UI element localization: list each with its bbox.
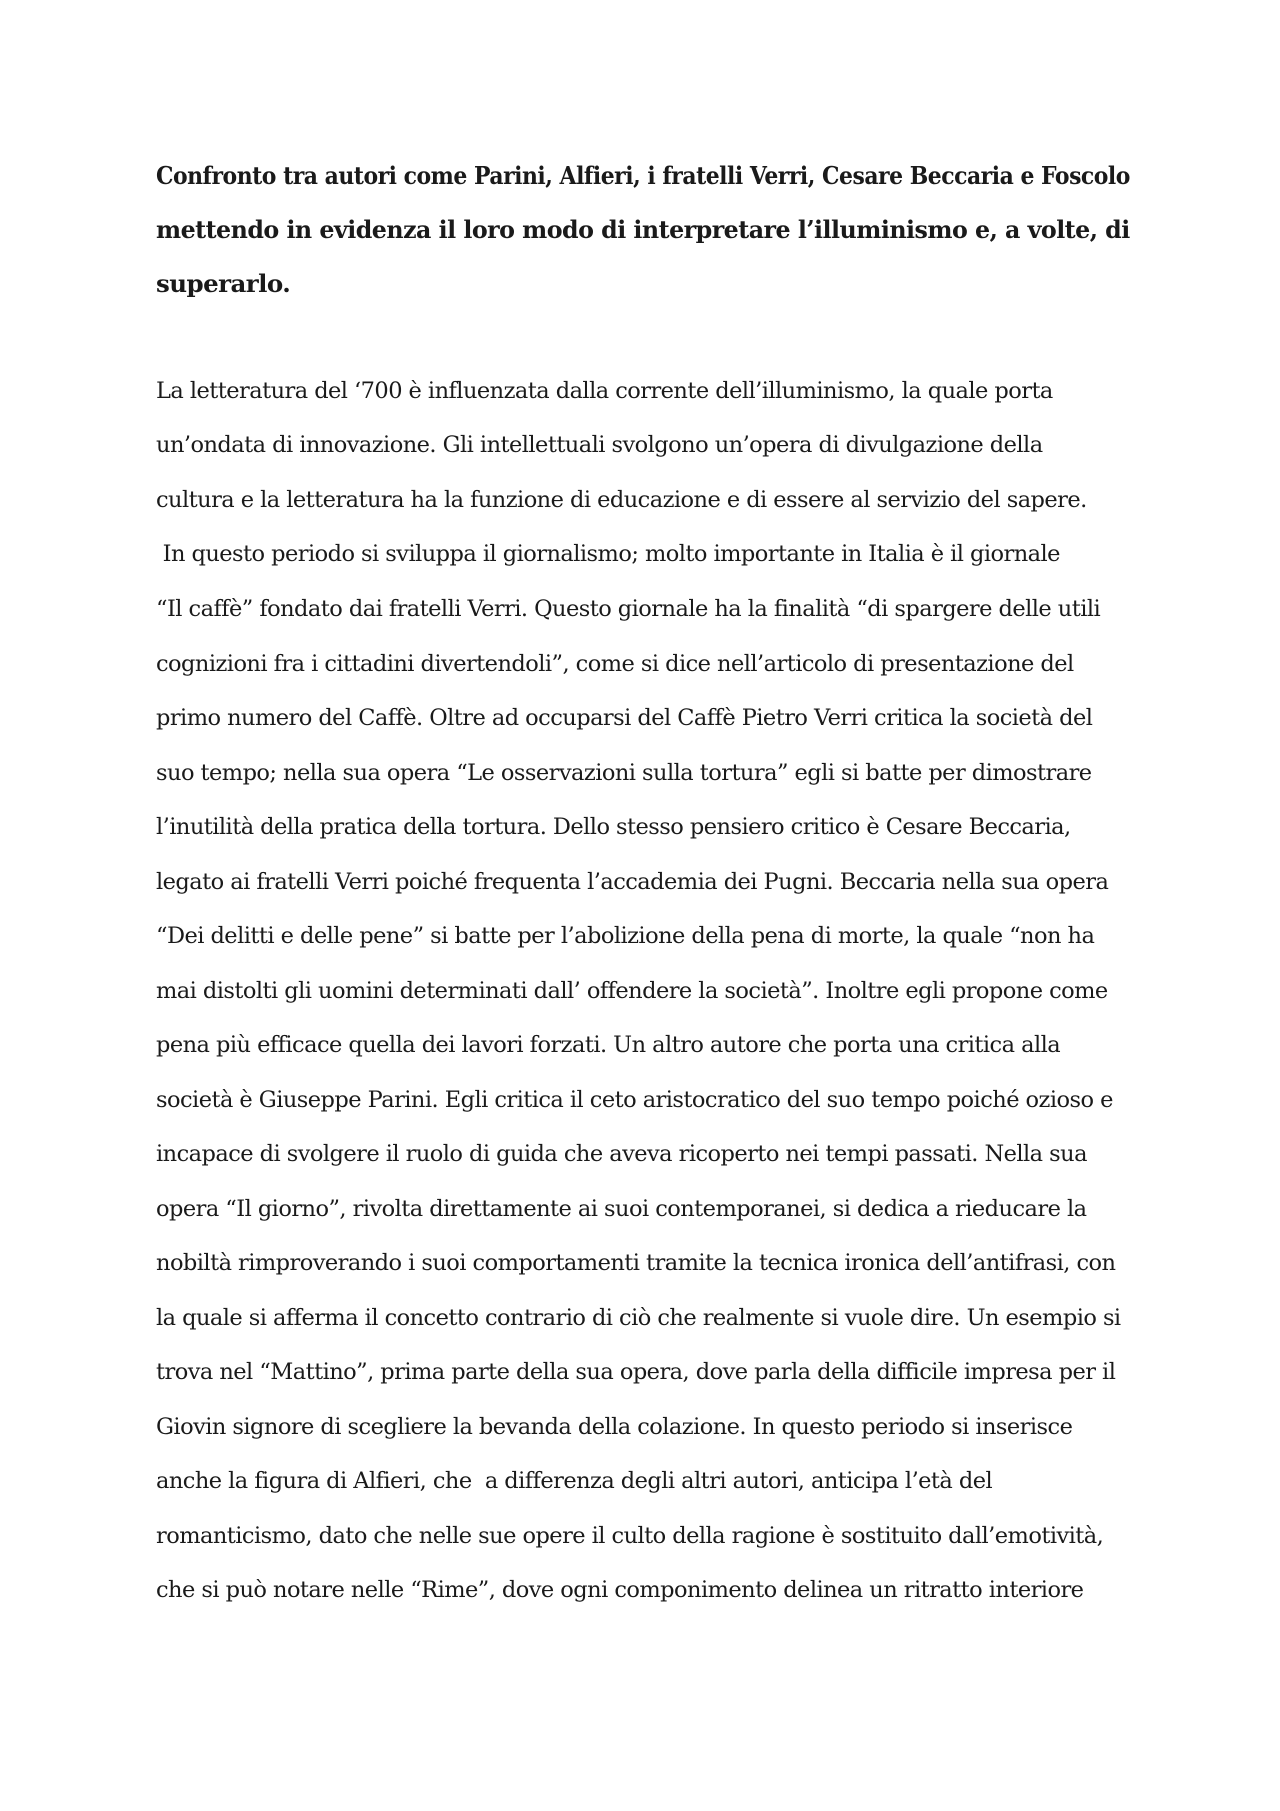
body-line-19: trova nel “Mattino”, prima parte della sua opera, dove parla della difficile impresa per il (156, 1359, 1116, 1385)
body-line-5: “Il caffè” fondato dai fratelli Verri. Questo giornale ha la finalità “di spargere delle utili (156, 596, 1101, 622)
body-line-18: la quale si afferma il concetto contrario di ciò che realmente si vuole dire. Un esempio si (156, 1305, 1121, 1331)
body-line-10: legato ai fratelli Verri poiché frequenta l’accademia dei Pugni. Beccaria nella sua opera (156, 869, 1109, 895)
title-line-1: Confronto tra autori come Parini, Alfieri, i fratelli Verri, Cesare Beccaria e Foscolo (156, 161, 1130, 190)
body-line-14: società è Giuseppe Parini. Egli critica il ceto aristocratico del suo tempo poiché ozioso e (156, 1087, 1113, 1113)
body-line-20: Giovin signore di scegliere la bevanda della colazione. In questo periodo si inserisce (156, 1414, 1073, 1440)
body-line-1: La letteratura del ‘700 è influenzata dalla corrente dell’illuminismo, la quale porta (156, 378, 1053, 404)
body-line-3: cultura e la letteratura ha la funzione di educazione e di essere al servizio del sapere. (156, 487, 1087, 513)
body-line-6: cognizioni fra i cittadini divertendoli”, come si dice nell’articolo di presentazione del (156, 651, 1074, 677)
title-line-3: superarlo. (156, 269, 291, 298)
body-line-11: “Dei delitti e delle pene” si batte per l’abolizione della pena di morte, la quale “non ha (156, 923, 1095, 949)
body-line-13: pena più efficace quella dei lavori forzati. Un altro autore che porta una critica alla (156, 1032, 1061, 1058)
body-line-22: romanticismo, dato che nelle sue opere il culto della ragione è sostituito dall’emotività, (156, 1523, 1104, 1549)
body-line-21: anche la figura di Alfieri, che a differenza degli altri autori, anticipa l’età del (156, 1468, 993, 1494)
body-line-9: l’inutilità della pratica della tortura. Dello stesso pensiero critico è Cesare Beccaria, (156, 814, 1071, 840)
body-line-15: incapace di svolgere il ruolo di guida che aveva ricoperto nei tempi passati. Nella sua (156, 1141, 1087, 1167)
body-line-16: opera “Il giorno”, rivolta direttamente ai suoi contemporanei, si dedica a rieducare la (156, 1196, 1087, 1222)
body-line-2: un’ondata di innovazione. Gli intellettuali svolgono un’opera di divulgazione della (156, 432, 1043, 458)
title-line-2: mettendo in evidenza il loro modo di interpretare l’illuminismo e, a volte, di (156, 215, 1130, 244)
body-line-12: mai distolti gli uomini determinati dall’ offendere la società”. Inoltre egli propone come (156, 978, 1108, 1004)
body-line-7: primo numero del Caffè. Oltre ad occuparsi del Caffè Pietro Verri critica la società del (156, 705, 1093, 731)
body-line-4: In questo periodo si sviluppa il giornalismo; molto importante in Italia è il giornale (156, 541, 1060, 567)
body-line-17: nobiltà rimproverando i suoi comportamenti tramite la tecnica ironica dell’antifrasi, con (156, 1250, 1116, 1276)
body-line-8: suo tempo; nella sua opera “Le osservazioni sulla tortura” egli si batte per dimostrare (156, 760, 1092, 786)
body-line-23: che si può notare nelle “Rime”, dove ogni componimento delinea un ritratto interiore (156, 1577, 1084, 1603)
